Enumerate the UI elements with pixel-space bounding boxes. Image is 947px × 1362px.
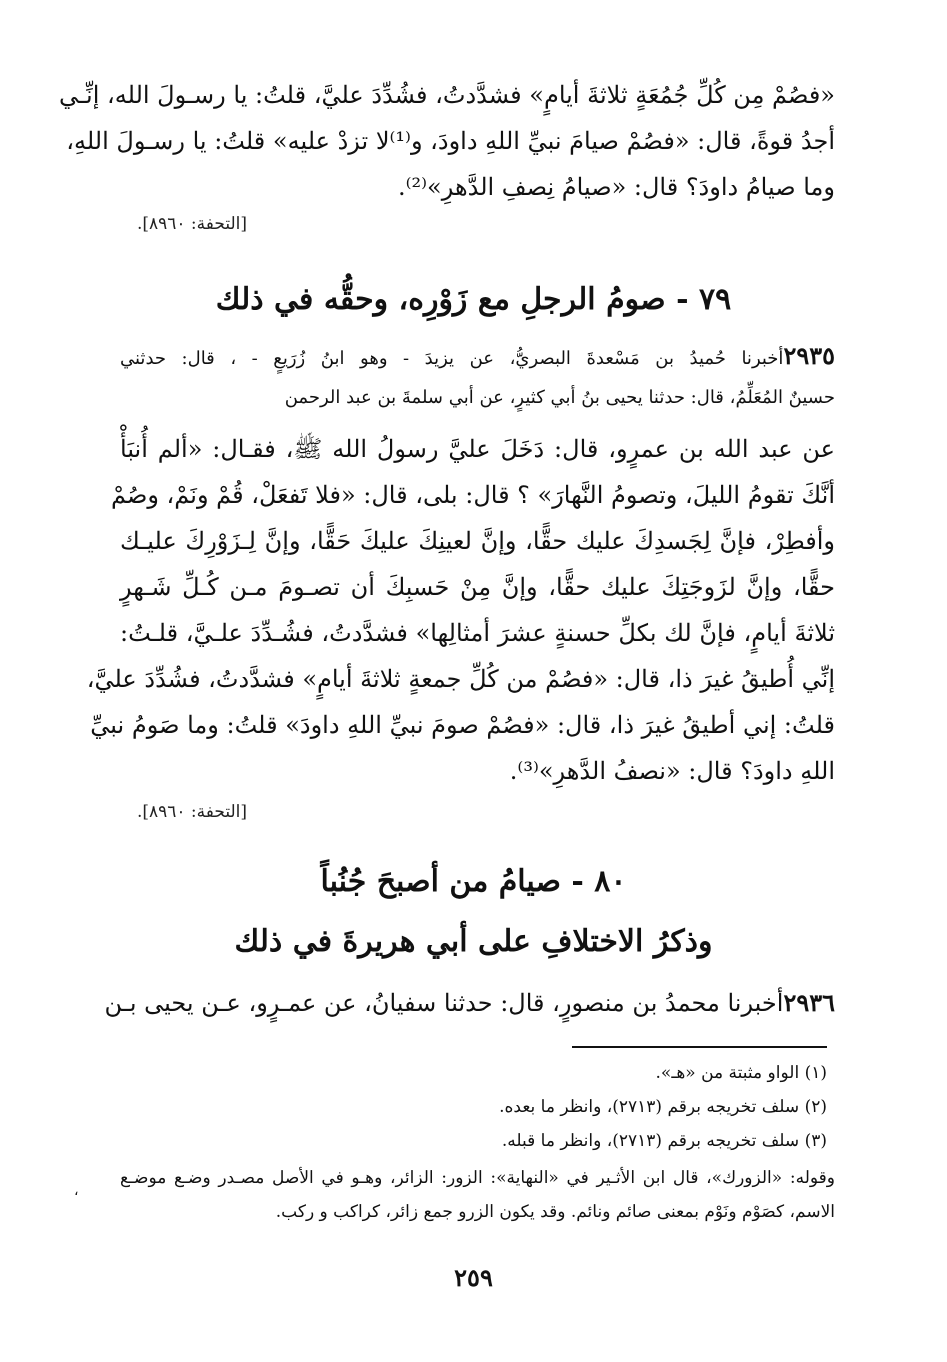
isnad-text: أخبرنا حُميدُ بن مَسْعدةَ البصريُّ، عن يزيدَ - وهو ابنُ زُرَيعٍ - ، قال: حدثني xyxy=(120,348,784,369)
hadith-isnad-line: حسينٌ المُعَلِّمُ، قال: حدثنا يحيى بنُ أبي كثيرٍ، عن أبي سلمةَ بن عبد الرحمن xyxy=(284,387,835,408)
hadith-matn-line: أنَّكَ تقومُ الليلَ، وتصومُ النَّهارَ» ؟ قال: بلى، قال: «فلا تَفعَلْ، قُمْ ونَمْ، وصُمْ xyxy=(110,481,835,509)
hadith-isnad-line xyxy=(120,342,835,373)
passage-line: أجدُ قوةً، قال: «فصُمْ صيامَ نبيِّ اللهِ داودَ، و⁽¹⁾لا تزدْ عليه» قلتُ: يا رسـولَ اللهِ، xyxy=(66,127,835,155)
hadith-matn-line: اللهِ داودَ؟ قال: «نصفُ الدَّهرِ»⁽³⁾. xyxy=(509,757,835,785)
footnote-item: (١) الواو مثبتة من «هـ». xyxy=(655,1063,827,1083)
chapter-heading: ٨٠ - صيامُ من أصبحَ جُنُباً xyxy=(320,864,627,899)
hadith-matn-line: إنِّي أُطيقُ غيرَ ذا، قال: «فصُمْ من كُلِّ جمعةٍ ثلاثةَ أيامٍ» فشدَّدتُ، فشُدِّدَ عليَّ، xyxy=(86,665,835,693)
page-number: ٢٥٩ xyxy=(454,1263,493,1292)
hadith-isnad-line xyxy=(104,986,835,1020)
hadith-matn-line: وأفطِرْ، فإنَّ لِجَسدِكَ عليك حقًّا، وإنَّ لعينِكَ عليكَ حَقًّا، وإنَّ لِـزَوْرِكَ عليـك xyxy=(120,527,836,555)
passage-line: «فصُمْ مِن كُلِّ جُمُعَةٍ ثلاثةَ أيامٍ» فشدَّدتُ، فشُدِّدَ عليَّ، قلتُ: يا رسـولَ الله، إنِّـي xyxy=(59,81,835,109)
tuhfa-reference: [التحفة: ٨٩٦٠]. xyxy=(136,214,247,234)
chapter-heading: ٧٩ - صومُ الرجلِ مع زَوْرِه، وحقُّه في ذلك xyxy=(215,282,732,317)
hadith-matn-line: قلتُ: إني أطيقُ غيرَ ذا، قال: «فصُمْ صومَ نبيِّ اللهِ داودَ» قلتُ: وما صَومُ نبيِّ xyxy=(90,711,835,739)
hadith-matn-line: عن عبد الله بن عمرٍو، قال: دَخَلَ عليَّ رسولُ الله ﷺ، فقـال: «ألم أُنبَأْ xyxy=(120,435,835,463)
chapter-subheading: وذكرُ الاختلافِ على أبي هريرةَ في ذلك xyxy=(234,924,713,959)
footnote-separator xyxy=(572,1046,827,1048)
footnote-note-line: وقوله: «الزورك»، قال ابن الأثـير في «النهاية»: الزور: الزائر، وهـو في الأصل مصـدر وضـع موضـع xyxy=(120,1168,835,1188)
footnote-item: (٣) سلف تخريجه برقم (٢٧١٣)، وانظر ما قبله. xyxy=(501,1131,827,1151)
passage-line: وما صيامُ داودَ؟ قال: «صيامُ نِصفِ الدَّهرِ»⁽²⁾. xyxy=(397,173,835,201)
hadith-matn-line: ثلاثةَ أيامٍ، فإنَّ لك بكلِّ حسنةٍ عشرَ أمثالِها» فشدَّدتُ، فشُـدِّدَ علـيَّ، قلـتُ: xyxy=(120,619,835,647)
hadith-number: ٢٩٣٦ xyxy=(783,988,835,1017)
tuhfa-reference: [التحفة: ٨٩٦٠]. xyxy=(136,802,247,822)
margin-mark: ، xyxy=(74,1183,79,1199)
footnote-item: (٢) سلف تخريجه برقم (٢٧١٣)، وانظر ما بعده. xyxy=(499,1097,827,1117)
footnote-note-line: الاسم، كصَوْم ونَوْم بمعنى صائم ونائم. وقد يكون الزرو جمع زائر، كراكب و ركب. xyxy=(275,1202,835,1222)
isnad-text: أخبرنا محمدُ بن منصورٍ، قال: حدثنا سفيانُ، عن عمـرٍو، عـن يحيى بـن xyxy=(104,989,784,1017)
hadith-number: ٢٩٣٥ xyxy=(783,341,835,370)
hadith-matn-line: حقًّا، وإنَّ لزَوجَتِكَ عليك حقًّا، وإنَّ مِنْ حَسبِكَ أن تصـومَ مـن كُـلِّ شَـهرٍ xyxy=(120,573,835,601)
